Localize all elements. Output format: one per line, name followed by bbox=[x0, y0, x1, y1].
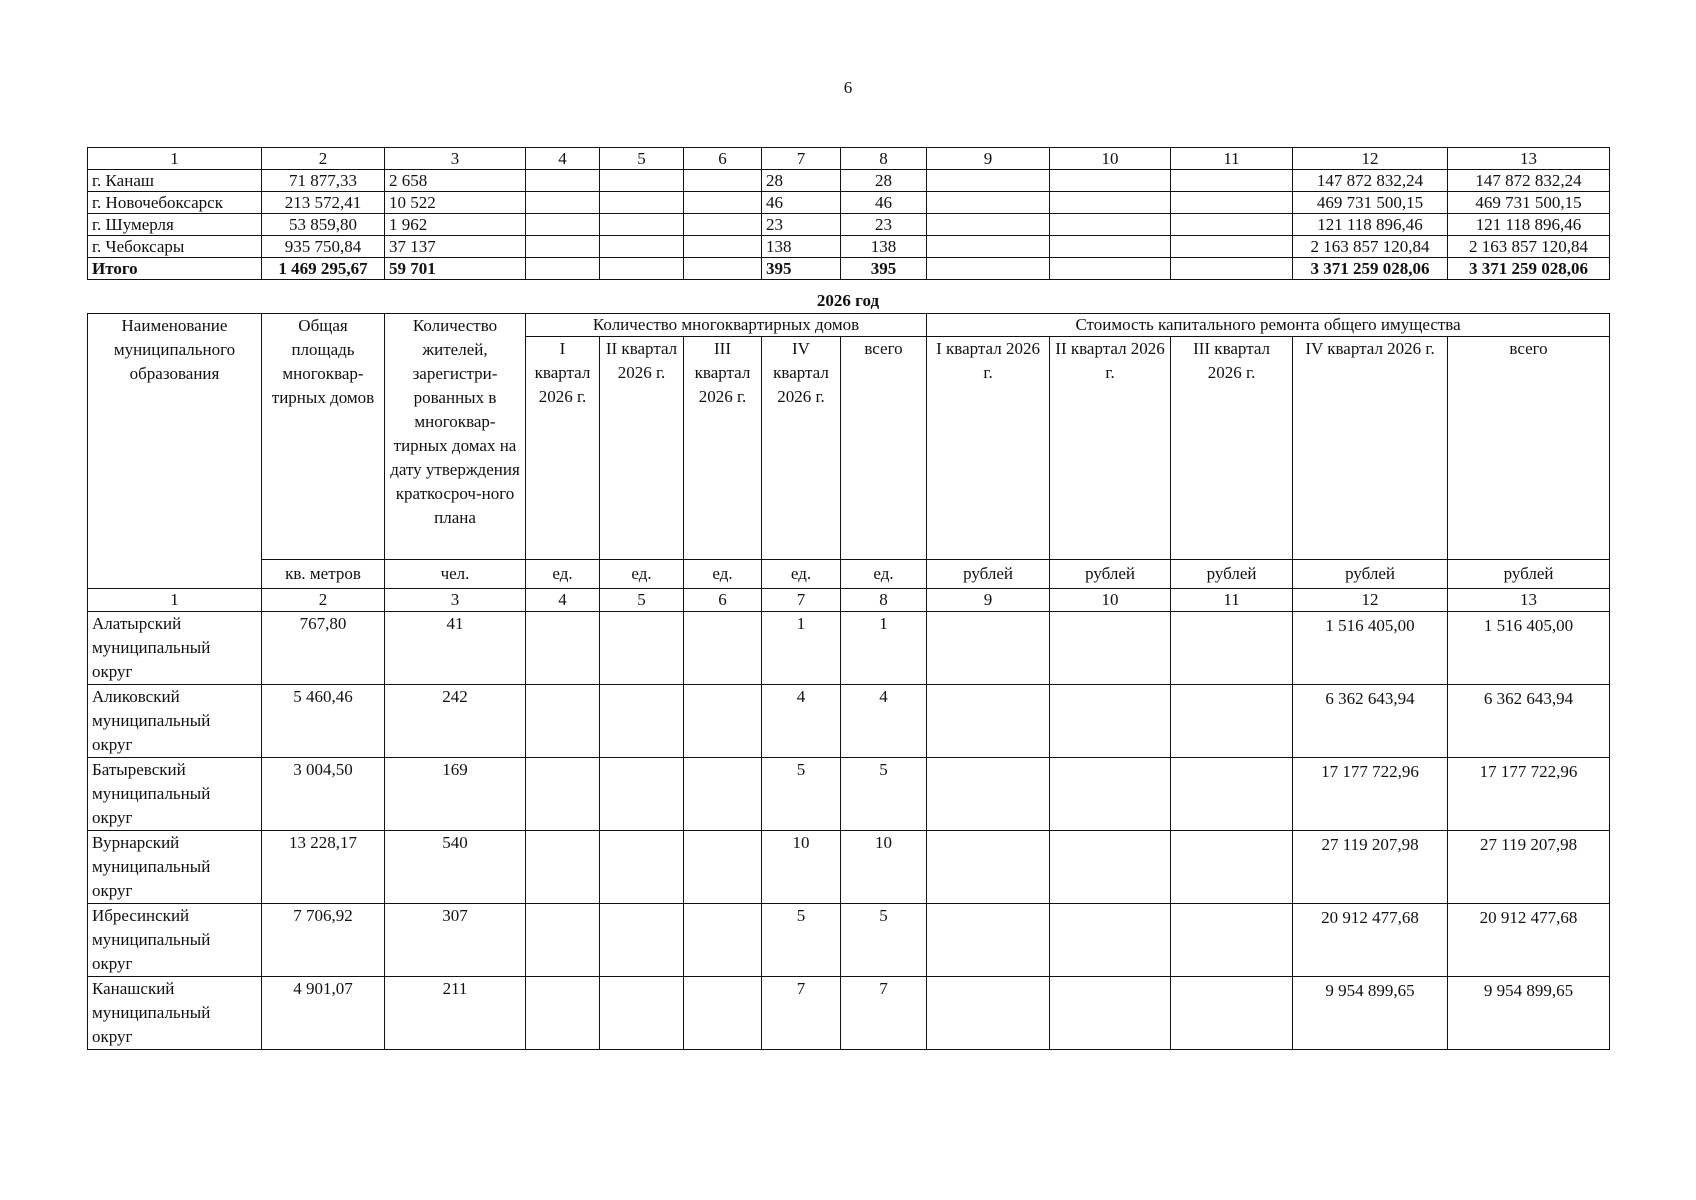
municipality-name bbox=[88, 685, 262, 758]
q3-houses-cell bbox=[684, 236, 762, 258]
area-cell: 767,80 bbox=[262, 612, 385, 685]
q2-houses-cell bbox=[600, 236, 684, 258]
area-cell: 13 228,17 bbox=[262, 831, 385, 904]
header-cost-group: Стоимость капитального ремонта общего имущества bbox=[927, 314, 1610, 337]
municipality-name: г. Канаш bbox=[88, 170, 262, 192]
q4-houses-cell: 4 bbox=[762, 685, 841, 758]
municipality-name: г. Чебоксары bbox=[88, 236, 262, 258]
total-cost-cell: 469 731 500,15 bbox=[1448, 192, 1610, 214]
q2-cost-cell bbox=[1050, 236, 1171, 258]
area-cell: 71 877,33 bbox=[262, 170, 385, 192]
q4-houses-cell: 10 bbox=[762, 831, 841, 904]
name-line: Канашский bbox=[92, 979, 175, 998]
unit-cell: чел. bbox=[385, 560, 526, 589]
q2-houses-cell bbox=[600, 170, 684, 192]
q3-houses-cell bbox=[684, 192, 762, 214]
total-houses-cell: 4 bbox=[841, 685, 927, 758]
column-number: 7 bbox=[762, 148, 841, 170]
total-houses-cell: 5 bbox=[841, 904, 927, 977]
total-q4-cost-cell: 3 371 259 028,06 bbox=[1293, 258, 1448, 280]
q1-houses-cell bbox=[526, 214, 600, 236]
q3-houses-cell bbox=[684, 214, 762, 236]
name-line: муниципальный bbox=[92, 711, 211, 730]
header-total-houses: всего bbox=[841, 337, 927, 560]
municipality-name bbox=[88, 977, 262, 1050]
q3-cost-cell bbox=[1171, 170, 1293, 192]
table-row bbox=[88, 831, 1610, 904]
total-cost-cell: 27 119 207,98 bbox=[1448, 831, 1610, 904]
q4-cost-cell: 9 954 899,65 bbox=[1293, 977, 1448, 1050]
column-number: 1 bbox=[88, 589, 262, 612]
municipality-name bbox=[88, 612, 262, 685]
column-number: 11 bbox=[1171, 148, 1293, 170]
area-cell: 4 901,07 bbox=[262, 977, 385, 1050]
area-cell: 53 859,80 bbox=[262, 214, 385, 236]
total-area-cell: 1 469 295,67 bbox=[262, 258, 385, 280]
name-line: округ bbox=[92, 954, 133, 973]
q4-cost-cell: 6 362 643,94 bbox=[1293, 685, 1448, 758]
total-cost-cell: 2 163 857 120,84 bbox=[1448, 236, 1610, 258]
q1-cost-cell bbox=[927, 170, 1050, 192]
total-houses-cell: 7 bbox=[841, 977, 927, 1050]
header-q2-cost: II квартал 2026 г. bbox=[1050, 337, 1171, 560]
q1-houses-cell bbox=[526, 170, 600, 192]
municipality-name bbox=[88, 831, 262, 904]
column-number: 4 bbox=[526, 148, 600, 170]
column-number: 3 bbox=[385, 148, 526, 170]
total-row bbox=[88, 258, 1610, 280]
residents-cell: 540 bbox=[385, 831, 526, 904]
q4-cost-cell: 17 177 722,96 bbox=[1293, 758, 1448, 831]
header-residents: Количество жителей, зарегистри-рованных в многоквар-тирных домах на дату утверждения краткосроч-ного плана bbox=[385, 314, 526, 560]
area-cell: 5 460,46 bbox=[262, 685, 385, 758]
name-line: Батыревский bbox=[92, 760, 186, 779]
column-number: 7 bbox=[762, 589, 841, 612]
total-cost-cell: 1 516 405,00 bbox=[1448, 612, 1610, 685]
total-houses-cell: 138 bbox=[841, 236, 927, 258]
q1-houses-cell bbox=[526, 192, 600, 214]
area-cell: 935 750,84 bbox=[262, 236, 385, 258]
residents-cell: 41 bbox=[385, 612, 526, 685]
residents-cell: 1 962 bbox=[385, 214, 526, 236]
header-houses-group: Количество многоквартирных домов bbox=[526, 314, 927, 337]
header-q1-cost: I квартал 2026 г. bbox=[927, 337, 1050, 560]
q1-cost-cell bbox=[927, 236, 1050, 258]
column-number: 8 bbox=[841, 589, 927, 612]
column-number: 2 bbox=[262, 589, 385, 612]
municipality-name: г. Шумерля bbox=[88, 214, 262, 236]
header-q3-houses: III квартал 2026 г. bbox=[684, 337, 762, 560]
q4-houses-cell: 5 bbox=[762, 758, 841, 831]
table-row bbox=[88, 170, 1610, 192]
year-caption: 2026 год bbox=[816, 291, 880, 310]
q1-houses-cell bbox=[526, 236, 600, 258]
total-cost-cell: 20 912 477,68 bbox=[1448, 904, 1610, 977]
column-number: 3 bbox=[385, 589, 526, 612]
name-line: муниципальный bbox=[92, 1003, 211, 1022]
table-row bbox=[88, 904, 1610, 977]
name-line: муниципальный bbox=[92, 638, 211, 657]
municipality-name: г. Новочебоксарск bbox=[88, 192, 262, 214]
column-number: 9 bbox=[927, 148, 1050, 170]
total-cost-cell: 17 177 722,96 bbox=[1448, 758, 1610, 831]
residents-cell: 2 658 bbox=[385, 170, 526, 192]
header-total-cost: всего bbox=[1448, 337, 1610, 560]
header-row bbox=[88, 314, 1610, 337]
q4-houses-cell: 28 bbox=[762, 170, 841, 192]
column-number: 2 bbox=[262, 148, 385, 170]
name-line: округ bbox=[92, 735, 133, 754]
unit-cell: ед. bbox=[762, 560, 841, 589]
name-line: Алатырский bbox=[92, 614, 182, 633]
q2-cost-cell bbox=[1050, 170, 1171, 192]
table-row bbox=[88, 612, 1610, 685]
municipality-name bbox=[88, 904, 262, 977]
column-number: 5 bbox=[600, 589, 684, 612]
q4-cost-cell: 147 872 832,24 bbox=[1293, 170, 1448, 192]
name-line: муниципальный bbox=[92, 857, 211, 876]
total-houses-cell: 10 bbox=[841, 831, 927, 904]
name-line: Аликовский bbox=[92, 687, 180, 706]
total-houses-cell: 28 bbox=[841, 170, 927, 192]
name-line: муниципальный bbox=[92, 930, 211, 949]
q4-cost-cell: 20 912 477,68 bbox=[1293, 904, 1448, 977]
q4-houses-cell: 138 bbox=[762, 236, 841, 258]
residents-cell: 169 bbox=[385, 758, 526, 831]
q2-houses-cell bbox=[600, 214, 684, 236]
total-residents-cell: 59 701 bbox=[385, 258, 526, 280]
column-number: 12 bbox=[1293, 589, 1448, 612]
area-cell: 213 572,41 bbox=[262, 192, 385, 214]
name-line: Вурнарский bbox=[92, 833, 180, 852]
residents-cell: 37 137 bbox=[385, 236, 526, 258]
column-number-row bbox=[88, 148, 1610, 170]
q1-cost-cell bbox=[927, 214, 1050, 236]
residents-cell: 242 bbox=[385, 685, 526, 758]
column-number-row bbox=[88, 589, 1610, 612]
column-number: 10 bbox=[1050, 589, 1171, 612]
q3-houses-cell bbox=[684, 170, 762, 192]
name-line: муниципальный bbox=[92, 784, 211, 803]
column-number: 13 bbox=[1448, 148, 1610, 170]
header-area: Общая площадь многоквар-тирных домов bbox=[262, 314, 385, 560]
column-number: 8 bbox=[841, 148, 927, 170]
header-q4-cost: IV квартал 2026 г. bbox=[1293, 337, 1448, 560]
q4-cost-cell: 1 516 405,00 bbox=[1293, 612, 1448, 685]
q4-houses-cell: 23 bbox=[762, 214, 841, 236]
header-q1-houses: I квартал 2026 г. bbox=[526, 337, 600, 560]
header-q2-houses: II квартал 2026 г. bbox=[600, 337, 684, 560]
header-q3-cost: III квартал 2026 г. bbox=[1171, 337, 1293, 560]
q2-houses-cell bbox=[600, 192, 684, 214]
column-number: 6 bbox=[684, 148, 762, 170]
q4-houses-cell: 1 bbox=[762, 612, 841, 685]
unit-cell: рублей bbox=[1171, 560, 1293, 589]
unit-cell: ед. bbox=[526, 560, 600, 589]
q4-cost-cell: 27 119 207,98 bbox=[1293, 831, 1448, 904]
q3-cost-cell bbox=[1171, 192, 1293, 214]
name-line: округ bbox=[92, 662, 133, 681]
residents-cell: 211 bbox=[385, 977, 526, 1050]
table-row bbox=[88, 977, 1610, 1050]
q4-houses-cell: 7 bbox=[762, 977, 841, 1050]
units-row bbox=[88, 560, 1610, 589]
column-number: 9 bbox=[927, 589, 1050, 612]
column-number: 13 bbox=[1448, 589, 1610, 612]
name-line: округ bbox=[92, 881, 133, 900]
total-q4-houses-cell: 395 bbox=[762, 258, 841, 280]
total-cost-cell: 6 362 643,94 bbox=[1448, 685, 1610, 758]
q4-cost-cell: 121 118 896,46 bbox=[1293, 214, 1448, 236]
column-number: 4 bbox=[526, 589, 600, 612]
header-q4-houses: IV квартал 2026 г. bbox=[762, 337, 841, 560]
table-row bbox=[88, 236, 1610, 258]
unit-cell: ед. bbox=[600, 560, 684, 589]
area-cell: 3 004,50 bbox=[262, 758, 385, 831]
residents-cell: 10 522 bbox=[385, 192, 526, 214]
unit-cell: рублей bbox=[1050, 560, 1171, 589]
q4-houses-cell: 5 bbox=[762, 904, 841, 977]
table-row bbox=[88, 214, 1610, 236]
q3-cost-cell bbox=[1171, 214, 1293, 236]
total-houses-cell: 23 bbox=[841, 214, 927, 236]
unit-cell: рублей bbox=[1293, 560, 1448, 589]
q4-cost-cell: 469 731 500,15 bbox=[1293, 192, 1448, 214]
residents-cell: 307 bbox=[385, 904, 526, 977]
q2-cost-cell bbox=[1050, 214, 1171, 236]
municipality-name bbox=[88, 758, 262, 831]
column-number: 1 bbox=[88, 148, 262, 170]
total-houses-cell: 1 bbox=[841, 612, 927, 685]
q4-houses-cell: 46 bbox=[762, 192, 841, 214]
total-cost-cell: 147 872 832,24 bbox=[1448, 170, 1610, 192]
q3-cost-cell bbox=[1171, 236, 1293, 258]
column-number: 10 bbox=[1050, 148, 1171, 170]
page-number: 6 bbox=[843, 78, 853, 97]
unit-cell: рублей bbox=[1448, 560, 1610, 589]
column-number: 6 bbox=[684, 589, 762, 612]
column-number: 5 bbox=[600, 148, 684, 170]
total-houses-cell: 5 bbox=[841, 758, 927, 831]
table-row bbox=[88, 192, 1610, 214]
name-line: округ bbox=[92, 808, 133, 827]
column-number: 12 bbox=[1293, 148, 1448, 170]
q4-cost-cell: 2 163 857 120,84 bbox=[1293, 236, 1448, 258]
area-cell: 7 706,92 bbox=[262, 904, 385, 977]
total-label: Итого bbox=[88, 258, 262, 280]
total-houses-cell: 46 bbox=[841, 192, 927, 214]
q1-cost-cell bbox=[927, 192, 1050, 214]
unit-cell: ед. bbox=[684, 560, 762, 589]
q2-cost-cell bbox=[1050, 192, 1171, 214]
name-line: Ибресинский bbox=[92, 906, 190, 925]
unit-cell: ед. bbox=[841, 560, 927, 589]
column-number: 11 bbox=[1171, 589, 1293, 612]
total-cost-cell: 9 954 899,65 bbox=[1448, 977, 1610, 1050]
total-cost-cell: 3 371 259 028,06 bbox=[1448, 258, 1610, 280]
total-cost-cell: 121 118 896,46 bbox=[1448, 214, 1610, 236]
unit-cell: кв. метров bbox=[262, 560, 385, 589]
table-row bbox=[88, 685, 1610, 758]
header-municipality: Наименование муниципального образования bbox=[88, 314, 262, 560]
name-line: округ bbox=[92, 1027, 133, 1046]
unit-cell: рублей bbox=[927, 560, 1050, 589]
table-row bbox=[88, 758, 1610, 831]
summary-table-cities bbox=[87, 147, 1610, 280]
capital-repair-table-2026 bbox=[87, 313, 1610, 1050]
total-houses-cell: 395 bbox=[841, 258, 927, 280]
